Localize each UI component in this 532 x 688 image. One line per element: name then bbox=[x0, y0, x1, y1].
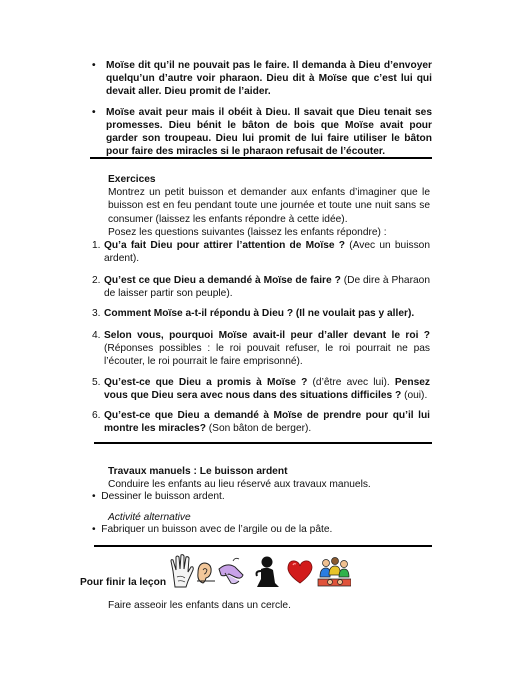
question-text: Selon vous, pourquoi Moïse avait-il peur d’aller devant le roi ? bbox=[104, 330, 430, 341]
heart-icon bbox=[288, 561, 312, 583]
question-text-2: Pensez vous que Dieu sera avec nous dans des situations difficiles ? bbox=[104, 377, 430, 402]
person-praying-icon bbox=[257, 557, 280, 588]
question-text: Comment Moïse a-t-il répondu à Dieu ? (Il ne voulait pas y aller). bbox=[104, 308, 415, 319]
praying-hands-icon bbox=[219, 558, 243, 583]
question-number: 2. bbox=[92, 275, 101, 286]
closing-title: Pour finir la leçon bbox=[80, 577, 167, 588]
exercises-intro: Montrez un petit buisson et demander aux enfants d’imaginer que le buisson est en feu pendant toute une journée et toute une nuit sans se consumer (laissez les enfants répondre à cette idée). bbox=[108, 187, 430, 225]
question-3 bbox=[92, 307, 430, 320]
exercises-title: Exercices bbox=[108, 174, 156, 185]
bullet-text: Moïse avait peur mais il obéit à Dieu. Il savait que Dieu tenait ses promesses. Dieu bénit le bâton de bois que Moïse avait pour garder son troupeau. Dieu lui promit de lui faire utiliser le bâton pour faire des miracles si le pharaon refusait de l’écouter. bbox=[106, 106, 432, 158]
list-item bbox=[92, 59, 432, 99]
answer-text: (d’être avec lui). bbox=[307, 377, 395, 388]
children-group-icon bbox=[318, 558, 351, 587]
closing-icons bbox=[169, 553, 351, 589]
answer-text: (Réponses possibles : le roi pouvait refuser, le roi pourrait ne pas l’écouter, le roi pourrait le faire emprisonné). bbox=[104, 343, 430, 368]
answer-text: (Avec un buisson ardent). bbox=[104, 240, 430, 265]
question-text: Qu’a fait Dieu pour attirer l’attention de Moïse ? bbox=[104, 240, 345, 251]
question-number: 1. bbox=[92, 240, 101, 251]
question-4 bbox=[92, 329, 430, 369]
bullet-icon: • bbox=[92, 106, 96, 118]
bullet-text: Moïse dit qu’il ne pouvait pas le faire. Il demanda à Dieu d’envoyer quelqu’un d’autre voir pharaon. Dieu dit à Moïse que c’est lui qui devait aller. Dieu promit de l’aider. bbox=[106, 60, 432, 98]
question-number: 5. bbox=[92, 377, 101, 388]
section-divider bbox=[94, 442, 432, 444]
alt-activity-title: Activité alternative bbox=[108, 512, 191, 523]
exercises-section bbox=[108, 173, 430, 239]
question-number: 4. bbox=[92, 330, 101, 341]
bullet-icon: • bbox=[92, 60, 96, 71]
answer-text-2: (oui). bbox=[401, 390, 428, 402]
bullet-text: Dessiner le buisson ardent. bbox=[101, 491, 225, 502]
list-item bbox=[92, 106, 432, 159]
question-2 bbox=[92, 274, 430, 300]
question-text: Qu’est ce que Dieu a demandé à Moïse de faire ? bbox=[104, 275, 341, 286]
question-number: 3. bbox=[92, 308, 101, 319]
hand-icon bbox=[171, 555, 193, 587]
bullet-text: Fabriquer un buisson avec de l’argile ou de la pâte. bbox=[101, 524, 333, 535]
answer-text: (Son bâton de berger). bbox=[205, 423, 312, 435]
crafts-bullet bbox=[92, 490, 422, 503]
closing-text: Faire asseoir les enfants dans un cercle. bbox=[108, 600, 291, 611]
crafts-text: Conduire les enfants au lieu réservé aux travaux manuels. bbox=[108, 479, 371, 491]
alt-activity-bullet bbox=[92, 523, 422, 536]
question-6 bbox=[92, 409, 430, 435]
exercises-instruction: Posez les questions suivantes (laissez les enfants répondre) : bbox=[108, 226, 387, 238]
question-text: Qu’est-ce que Dieu a demandé à Moïse de prendre pour qu’il lui montre les miracles? bbox=[104, 410, 430, 435]
crafts-title: Travaux manuels : Le buisson ardent bbox=[108, 466, 288, 477]
question-number: 6. bbox=[92, 410, 101, 421]
story-bullet-list bbox=[92, 59, 432, 165]
answer-text: (De dire à Pharaon de laisser partir son peuple). bbox=[104, 275, 430, 300]
question-5 bbox=[92, 376, 430, 402]
question-1 bbox=[92, 239, 430, 265]
section-divider bbox=[94, 545, 432, 547]
bullet-icon: • bbox=[92, 524, 96, 535]
ear-icon bbox=[197, 563, 215, 583]
question-text: Qu’est-ce que Dieu a promis à Moïse ? bbox=[104, 377, 308, 388]
section-divider bbox=[90, 157, 432, 159]
bullet-icon: • bbox=[92, 491, 96, 502]
crafts-section bbox=[108, 465, 430, 491]
